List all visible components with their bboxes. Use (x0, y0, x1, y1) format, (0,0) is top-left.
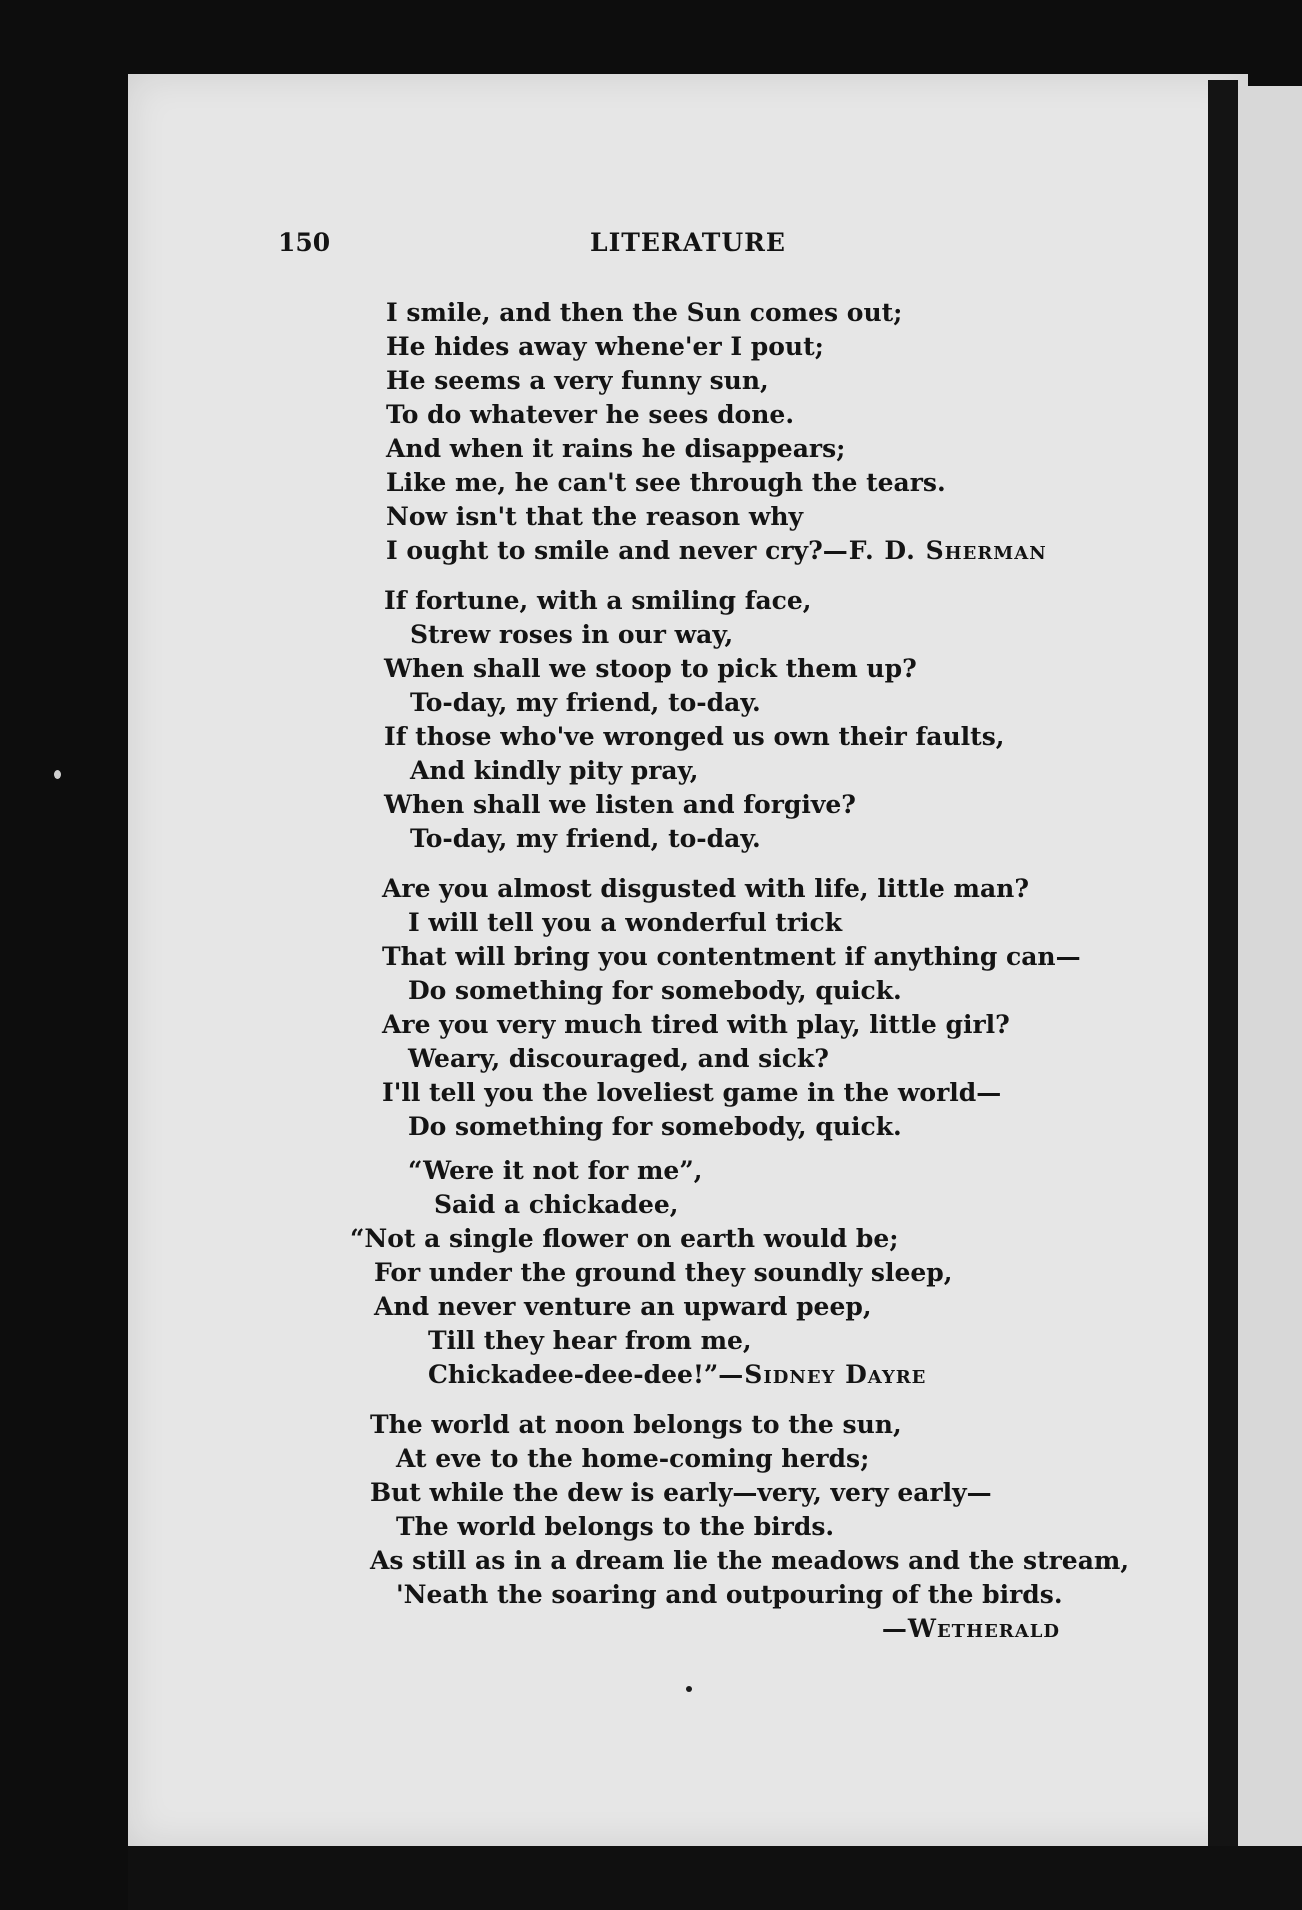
poem-line: Do something for somebody, quick. (408, 1112, 902, 1141)
poem-line: Till they hear from me, (428, 1326, 752, 1355)
poem-line: Said a chickadee, (434, 1190, 679, 1219)
poem-line: Like me, he can't see through the tears. (386, 468, 946, 497)
poem-line: And kindly pity pray, (410, 756, 699, 785)
attribution: —Wetherald (881, 1614, 1060, 1643)
poem-line: That will bring you contentment if anything can— (382, 942, 1081, 971)
poem-line: Now isn't that the reason why (386, 502, 804, 531)
poem-line-with-attribution (350, 1358, 952, 1392)
poem-line: But while the dew is early—very, very early— (370, 1478, 992, 1507)
page-header (0, 228, 1302, 268)
poem-today (384, 584, 1005, 856)
poem-line: Are you very much tired with play, little girl? (382, 1010, 1010, 1039)
running-head: LITERATURE (590, 228, 786, 257)
scan-border (128, 1846, 1302, 1910)
poem-line: If those who've wronged us own their faults, (384, 722, 1005, 751)
poem-line: To do whatever he sees done. (386, 400, 795, 429)
ink-speck (686, 1686, 692, 1692)
poem-line: When shall we stoop to pick them up? (384, 654, 917, 683)
poem-line: Weary, discouraged, and sick? (408, 1044, 829, 1073)
poem-line: Do something for somebody, quick. (408, 976, 902, 1005)
poem-line: As still as in a dream lie the meadows and the stream, (370, 1546, 1130, 1575)
poem-line: Chickadee-dee-dee!” (428, 1360, 719, 1389)
poem-sun (386, 296, 1047, 568)
scan-speck (54, 770, 61, 779)
adjacent-page-edge (1238, 86, 1302, 1846)
poem-line: The world at noon belongs to the sun, (370, 1410, 902, 1439)
poem-line: I'll tell you the loveliest game in the world— (382, 1078, 1002, 1107)
attribution: —Sidney Dayre (718, 1360, 927, 1389)
poem-line: The world belongs to the birds. (396, 1512, 835, 1541)
poem-line: He seems a very funny sun, (386, 366, 769, 395)
poem-chickadee (350, 1154, 952, 1392)
poem-line: Are you almost disgusted with life, little man? (382, 874, 1030, 903)
book-binding-shadow (1208, 80, 1238, 1846)
poem-line: To-day, my friend, to-day. (410, 688, 761, 717)
poem-line: I smile, and then the Sun comes out; (386, 298, 903, 327)
poem-line: “Not a single flower on earth would be; (350, 1224, 899, 1253)
poem-line: And never venture an upward peep, (374, 1292, 872, 1321)
poem-line: I will tell you a wonderful trick (408, 908, 843, 937)
poem-do-something (382, 872, 1081, 1144)
poem-line-with-attribution (386, 534, 1047, 568)
poem-line: When shall we listen and forgive? (384, 790, 856, 819)
poem-line: “Were it not for me”, (408, 1156, 703, 1185)
poem-line: If fortune, with a smiling face, (384, 586, 812, 615)
poem-line: And when it rains he disappears; (386, 434, 846, 463)
poem-line: I ought to smile and never cry? (386, 536, 823, 565)
poem-line: He hides away whene'er I pout; (386, 332, 824, 361)
poem-line: Strew roses in our way, (410, 620, 734, 649)
poem-line: To-day, my friend, to-day. (410, 824, 761, 853)
attribution: —F. D. Sherman (822, 536, 1047, 565)
poem-line: 'Neath the soaring and outpouring of the birds. (396, 1580, 1063, 1609)
poem-line: At eve to the home-coming herds; (396, 1444, 870, 1473)
poem-line: For under the ground they soundly sleep, (374, 1258, 953, 1287)
poem-birds (370, 1408, 1130, 1646)
page-number: 150 (278, 228, 331, 257)
